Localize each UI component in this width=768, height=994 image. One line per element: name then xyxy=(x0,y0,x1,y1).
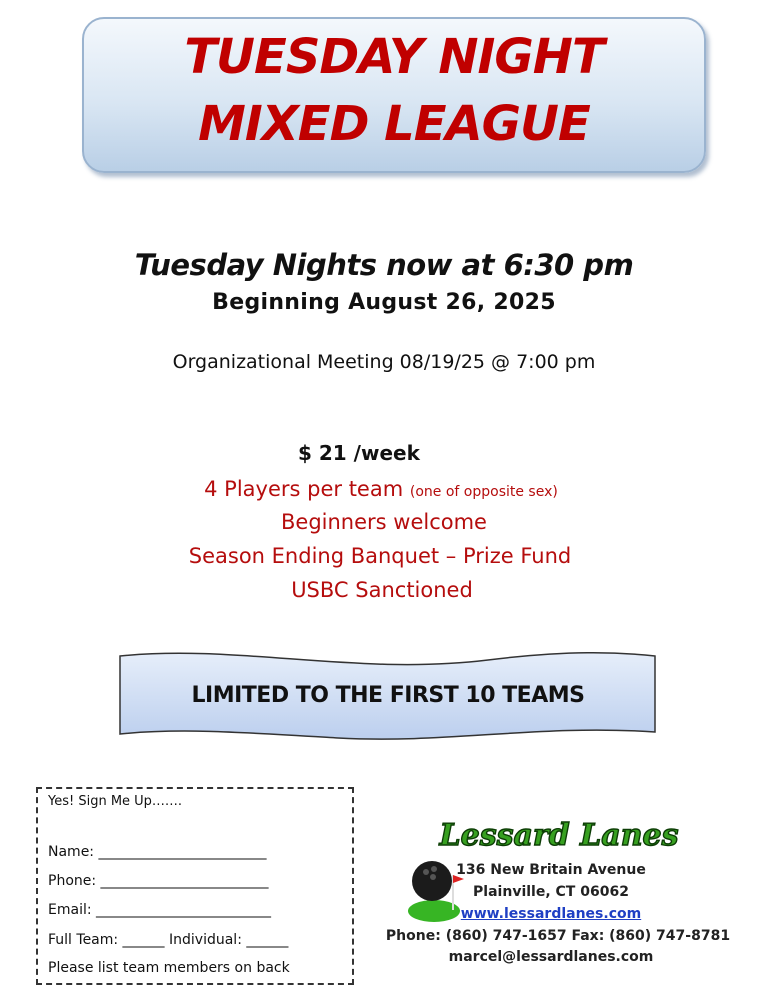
start-date-text: Beginning August 26, 2025 xyxy=(212,290,556,315)
contact-email[interactable]: marcel@lessardlanes.com xyxy=(448,949,654,965)
players-info xyxy=(0,477,765,501)
players-note: (one of opposite sex) xyxy=(409,484,558,500)
signup-heading: Yes! Sign Me Up……. xyxy=(48,794,183,809)
address-line-2: Plainville, CT 06062 xyxy=(473,884,629,900)
start-date xyxy=(0,290,768,315)
signup-note: Please list team members on back xyxy=(48,960,290,976)
logo-text: Lessard Lanes xyxy=(439,818,679,853)
signup-form xyxy=(36,787,354,985)
title-line-2: MIXED LEAGUE xyxy=(198,96,590,152)
sanction-info: USBC Sanctioned xyxy=(291,578,473,602)
weekly-price: $ 21 /week xyxy=(298,441,420,465)
meeting-info: Organizational Meeting 08/19/25 @ 7:00 pm xyxy=(172,351,596,373)
banquet-info: Season Ending Banquet – Prize Fund xyxy=(188,544,572,568)
name-field: Name: ________________________ xyxy=(48,844,267,860)
beginners-info: Beginners welcome xyxy=(281,510,487,534)
lessard-lanes-logo xyxy=(439,812,679,856)
phone-fax: Phone: (860) 747-1657 Fax: (860) 747-8781 xyxy=(385,928,731,944)
title-box xyxy=(82,17,706,173)
email-field: Email: _________________________ xyxy=(48,902,272,918)
team-type-field: Full Team: ______ Individual: ______ xyxy=(48,932,289,948)
title-line-1: TUESDAY NIGHT xyxy=(184,29,604,85)
address-line-1: 136 New Britain Avenue xyxy=(456,862,646,878)
phone-field: Phone: ________________________ xyxy=(48,873,269,889)
website-link[interactable]: www.lessardlanes.com xyxy=(460,906,642,922)
limited-banner-text: LIMITED TO THE FIRST 10 TEAMS xyxy=(191,683,585,708)
schedule-time: Tuesday Nights now at 6:30 pm xyxy=(134,248,634,282)
players-text: 4 Players per team xyxy=(204,477,404,501)
